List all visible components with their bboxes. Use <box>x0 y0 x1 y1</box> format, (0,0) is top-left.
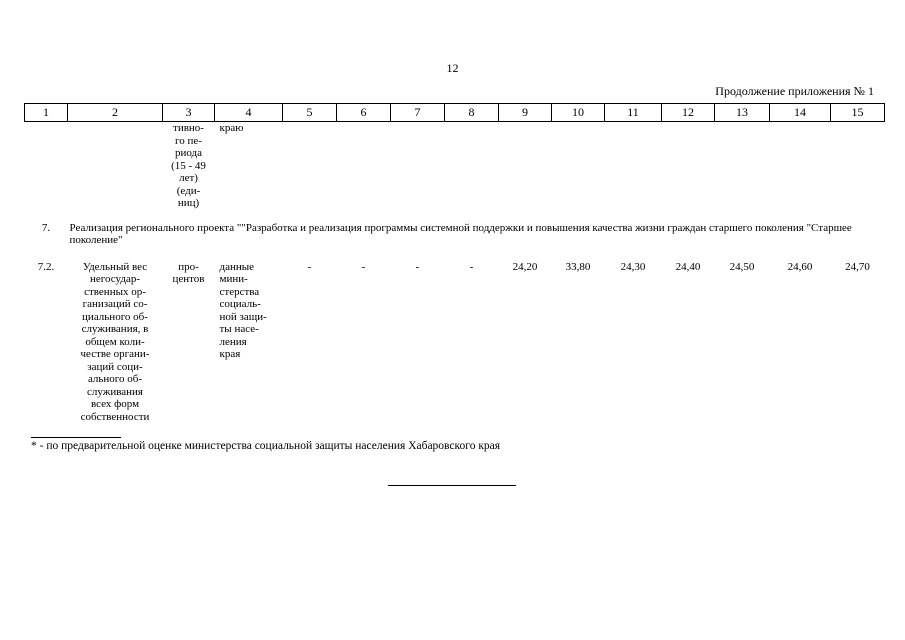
value-cell: - <box>415 260 420 273</box>
column-number: 15 <box>831 104 885 122</box>
column-number: 5 <box>283 104 337 122</box>
column-number-header-row <box>25 104 885 122</box>
column-number: 12 <box>662 104 715 122</box>
continued-unit-cell: тивно- го пе- риода (15 - 49 лет) (еди- ниц) <box>171 122 206 209</box>
row-number: 7.2. <box>37 260 55 273</box>
value-cell: - <box>361 260 366 273</box>
end-of-document-line <box>388 485 516 486</box>
column-number: 4 <box>215 104 283 122</box>
value-cell: 24,70 <box>845 260 870 273</box>
value-cell: 24,40 <box>675 260 701 273</box>
page-number: 12 <box>446 61 459 75</box>
column-number: 2 <box>68 104 163 122</box>
section-title: Реализация регионального проекта ""Разработка и реализация программы системной поддержки и повышения качества жизни граждан старшего поколения "Старшее поколение" <box>69 221 852 246</box>
appendix-continuation-note: Продолжение приложения № 1 <box>715 84 874 98</box>
column-number: 13 <box>715 104 770 122</box>
column-number: 7 <box>391 104 445 122</box>
value-cell: - <box>469 260 474 273</box>
column-number: 10 <box>552 104 605 122</box>
data-source: данные мини- стерства социаль- ной защи- ты насе- ления края <box>219 260 267 360</box>
continued-source-cell: краю <box>219 122 244 134</box>
column-number: 14 <box>770 104 831 122</box>
table-row <box>25 261 885 424</box>
value-cell: 33,80 <box>565 260 591 273</box>
value-cell: 24,60 <box>787 260 813 273</box>
column-number: 11 <box>605 104 662 122</box>
column-number: 6 <box>337 104 391 122</box>
continued-row <box>25 122 885 210</box>
value-cell: 24,50 <box>729 260 755 273</box>
footnote-divider <box>31 437 121 438</box>
section-number: 7. <box>41 221 51 234</box>
column-number: 1 <box>25 104 68 122</box>
unit-of-measure: про- центов <box>172 260 205 285</box>
section-row <box>25 210 885 261</box>
column-number: 9 <box>499 104 552 122</box>
footnote: * - по предварительной оценке министерства социальной защиты населения Хабаровского края <box>31 440 501 452</box>
value-cell: 24,30 <box>620 260 646 273</box>
column-number: 8 <box>445 104 499 122</box>
value-cell: 24,20 <box>512 260 538 273</box>
column-number: 3 <box>163 104 215 122</box>
indicator-name: Удельный вес негосудар- ственных ор- ганизаций со- циального об- служивания, в общем коли- честве органи- заций соци- ального об- служивания всех форм собственности <box>80 260 150 423</box>
indicators-table <box>24 103 885 423</box>
value-cell: - <box>307 260 312 273</box>
